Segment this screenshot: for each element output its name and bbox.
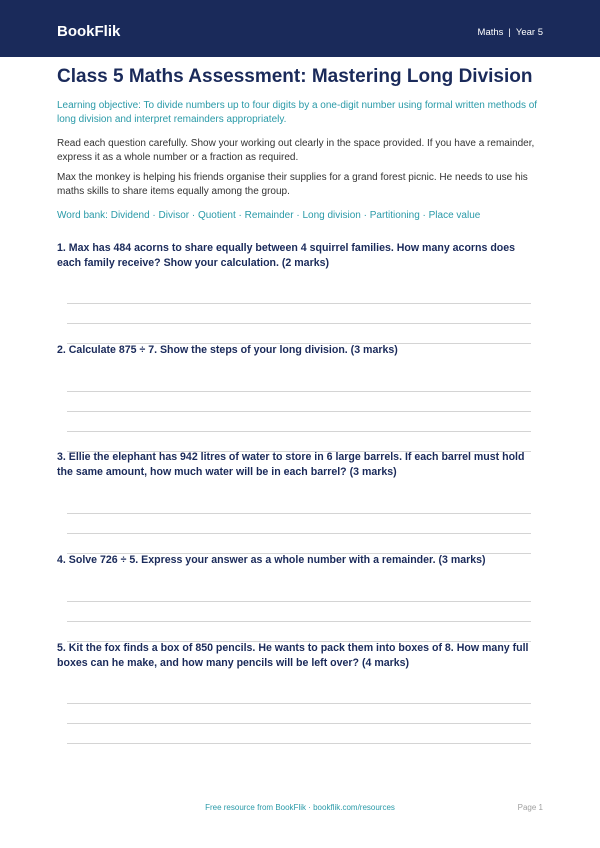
answer-line — [67, 621, 531, 622]
answer-line — [67, 411, 531, 412]
learning-objective: Learning objective: To divide numbers up to four digits by a one-digit number using formal written methods of long division and interpret remainders appropriately. — [57, 100, 538, 125]
word-bank: Word bank: Dividend · Divisor · Quotient · Remainder · Long division · Partitioning · Place value — [57, 210, 481, 221]
answer-line — [67, 323, 531, 324]
question-1: 1. Max has 484 acorns to share equally between 4 squirrel families. How many acorns does each family receive? Show your calculation. (2 marks) — [57, 242, 516, 269]
story-paragraph: Max the monkey is helping his friends organise their supplies for a grand forest picnic. He needs to use his maths skills to share items equally among the group. — [57, 172, 528, 197]
answer-line — [67, 391, 531, 392]
answer-line — [67, 431, 531, 432]
answer-line — [67, 703, 531, 704]
question-2: 2. Calculate 875 ÷ 7. Show the steps of your long division. (3 marks) — [57, 344, 398, 356]
answer-line — [67, 513, 531, 514]
question-4: 4. Solve 726 ÷ 5. Express your answer as a whole number with a remainder. (3 marks) — [57, 554, 486, 566]
answer-line — [67, 533, 531, 534]
question-5: 5. Kit the fox finds a box of 850 pencils. He wants to pack them into boxes of 8. How many full boxes can he make, and how many pencils will be left over? (4 marks) — [57, 642, 529, 669]
subject-label: Maths — [477, 27, 504, 38]
page-number: Page 1 — [517, 803, 543, 812]
footer-resource-link[interactable]: Free resource from BookFlik · bookflik.com/resources — [205, 803, 395, 812]
instructions-paragraph: Read each question carefully. Show your working out clearly in the space provided. If you have a remainder, express it as a whole number or a fraction as required. — [57, 138, 535, 163]
subject-year-label — [478, 26, 543, 40]
page-title: Class 5 Maths Assessment: Mastering Long Division — [57, 66, 533, 87]
answer-line — [67, 723, 531, 724]
year-label: Year 5 — [515, 27, 543, 38]
answer-line — [67, 303, 531, 304]
meta-separator: | — [508, 27, 511, 38]
brand-logo[interactable]: BookFlik — [57, 23, 121, 40]
answer-line — [67, 601, 531, 602]
answer-line — [67, 743, 531, 744]
question-3: 3. Ellie the elephant has 942 litres of water to store in 6 large barrels. If each barrel must hold the same amount, how much water will be in each barrel? (3 marks) — [57, 451, 525, 478]
page-header — [0, 0, 600, 57]
